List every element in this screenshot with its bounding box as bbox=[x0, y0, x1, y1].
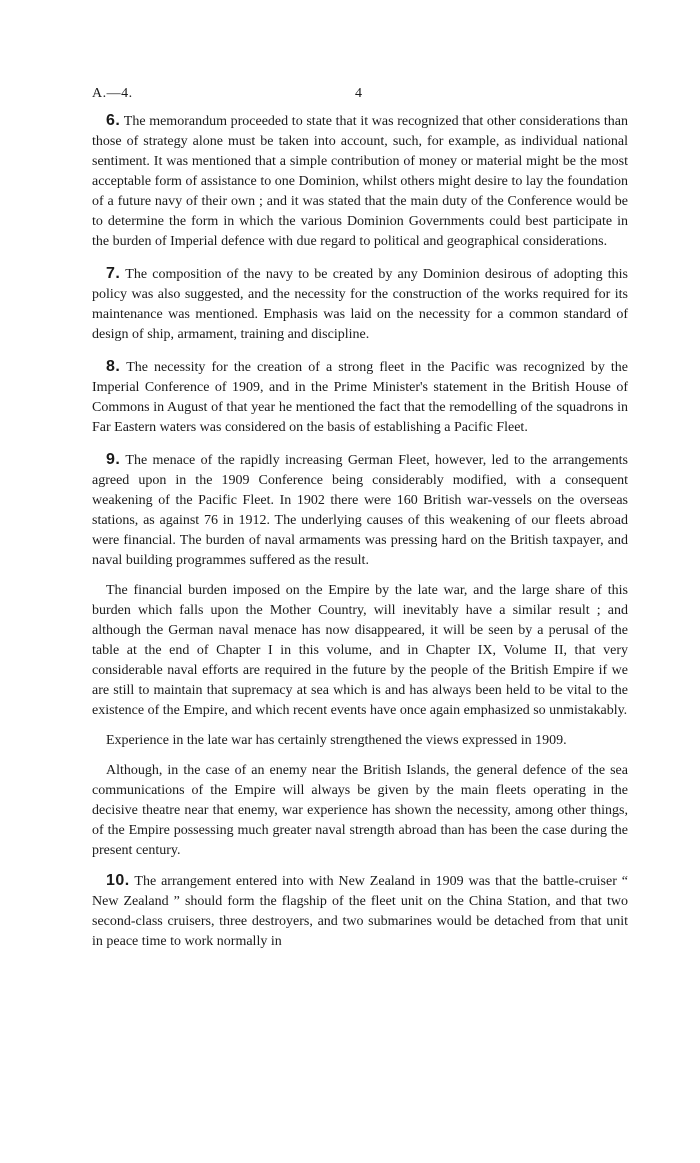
paragraph-text: The composition of the navy to be created by any Dominion desirous of adopting this policy was also suggested, and the necessity for the construction of the works required for its maintenance was mentioned. Emphasis was laid on the necessity for a common standard of design of ship, armament, training and discipline. bbox=[92, 267, 629, 342]
paragraph-7 bbox=[92, 264, 628, 345]
document-body bbox=[92, 111, 628, 962]
paragraph-although bbox=[92, 761, 628, 861]
paragraph-text: Although, in the case of an enemy near the British Islands, the general defence of the sea communications of the Empire will always be given by the main fleets operating in the decisive theatre near that enemy, war experience has shown the necessity, among other things, of the Empire possessing much greater naval strength abroad than has been the case during the present century. bbox=[92, 763, 628, 858]
paragraph-text: The financial burden imposed on the Empire by the late war, and the large share of this burden which falls upon the Mother Country, will inevitably have a similar result ; and although the German naval menace has now disappeared, it will be seen by a perusal of the table at the end of Chapter I in this volume, and in Chapter IX, Volume II, that very considerable naval efforts are required in the future by the people of the British Empire if we are still to maintain that supremacy at sea which is and has always been held to be vital to the existence of the Empire, and which recent events have once again emphasized so unmistakably. bbox=[92, 583, 628, 718]
paragraph-8 bbox=[92, 357, 628, 438]
paragraph-text: The necessity for the creation of a strong fleet in the Pacific was recognized by the Imperial Conference of 1909, and in the Prime Minister's statement in the British House of Commons in August of that year he mentioned the fact that the remodelling of the squadrons in Far Eastern waters was considered on the basis of establishing a Pacific Fleet. bbox=[92, 360, 629, 435]
paragraph-number: 8. bbox=[106, 358, 121, 375]
paragraph-financial-burden bbox=[92, 581, 628, 721]
paragraph-experience bbox=[92, 731, 628, 751]
paragraph-9 bbox=[92, 450, 628, 571]
paragraph-10 bbox=[92, 871, 628, 952]
paragraph-number: 7. bbox=[106, 265, 121, 282]
paragraph-number: 10. bbox=[106, 872, 130, 889]
page-number: 4 bbox=[355, 86, 362, 101]
paragraph-number: 6. bbox=[106, 112, 121, 129]
paragraph-number: 9. bbox=[106, 451, 121, 468]
page-header bbox=[92, 86, 622, 106]
paragraph-text: Experience in the late war has certainly strengthened the views expressed in 1909. bbox=[106, 733, 567, 748]
document-reference: A.—4. bbox=[92, 86, 133, 101]
paragraph-text: The memorandum proceeded to state that it was recognized that other considerations than those of strategy alone must be taken into account, such, for example, as individual national sentiment. It was mentioned that a simple contribution of money or material might be the most acceptable form of assistance to one Dominion, whilst others might desire to lay the foundation of a future navy of their own ; and it was stated that the main duty of the Conference would be to determine the form in which the various Dominion Governments could best participate in the burden of Imperial defence with due regard to political and geographical considerations. bbox=[92, 114, 628, 249]
paragraph-text: The menace of the rapidly increasing German Fleet, however, led to the arrangements agreed upon in the 1909 Conference being considerably modified, with a consequent weakening of the Pacific Fleet. In 1902 there were 160 British war-vessels on the overseas stations, as against 76 in 1912. The underlying causes of this weakening of our fleets abroad were financial. The burden of naval armaments was pressing hard on the British taxpayer, and naval building programmes suffered as the result. bbox=[92, 453, 628, 568]
paragraph-6 bbox=[92, 111, 628, 252]
paragraph-text: The arrangement entered into with New Zealand in 1909 was that the battle-cruiser “ New Zealand ” should form the flagship of the fleet unit on the China Station, and that two second-class cruisers, three destroyers, and two submarines would be detached from that unit in peace time to work normally in bbox=[92, 874, 628, 949]
